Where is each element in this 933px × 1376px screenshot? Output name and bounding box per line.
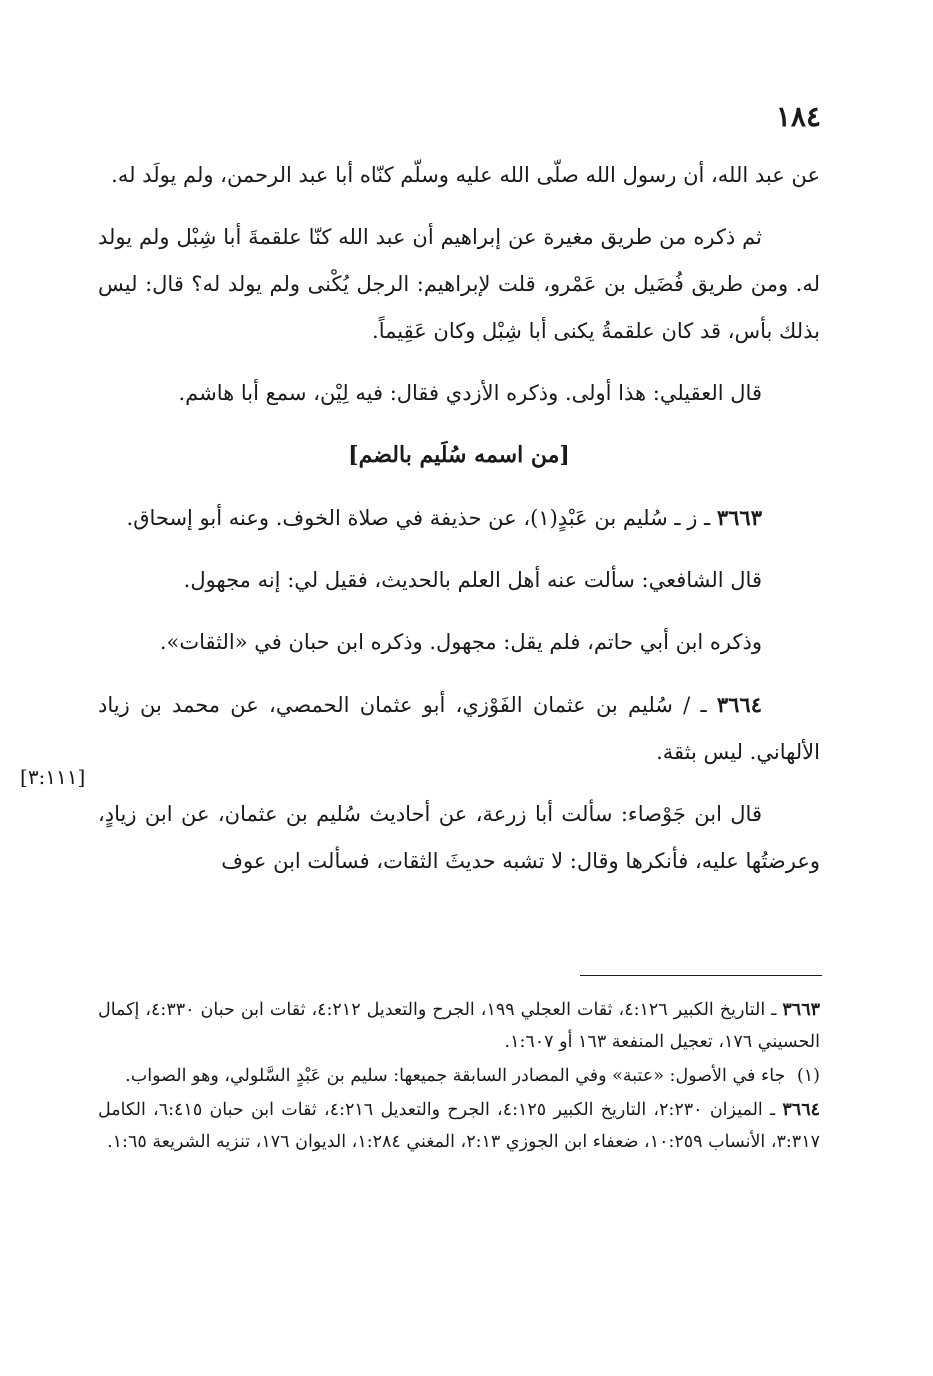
footnote-text: جاء في الأصول: «عتبة» وفي المصادر السابقة جميعها: سليم بن عَبْدٍ السَّلولي، وهو الصواب. <box>125 1066 786 1086</box>
entry-3663 <box>98 494 820 542</box>
footnote-marker: (١) <box>796 1066 820 1086</box>
paragraph-3: قال العقيلي: هذا أولى. وذكره الأزدي فقال: فيه لِيْن، سمع أبا هاشم. <box>178 381 762 405</box>
footnote-text: ـ الميزان ٢:٢٣٠، التاريخ الكبير ٤:١٢٥، الجرح والتعديل ٤:٢١٦، ثقات ابن حبان ٦:٤١٥، الكامل ٣:٣١٧، الأنساب ١٠:٢٥٩، ضعفاء ابن الجوزي ٢:١٣، المغني ١:٢٨٤، الديوان ١٧٦، تنزيه الشريعة ١:٦٥. <box>98 1100 820 1152</box>
page-number: ١٨٤ <box>775 100 821 133</box>
entry-3664 <box>98 681 820 776</box>
footnote-number: ٣٦٦٣ <box>782 1000 820 1020</box>
footnote-number: ٣٦٦٤ <box>782 1100 821 1120</box>
footnotes <box>98 994 820 1160</box>
margin-reference: [٣:١١١] <box>20 765 86 789</box>
footnote-1 <box>98 1060 820 1092</box>
entry-text: ـ ز ـ سُليم بن عَبْدٍ(١)، عن حذيفة في صلاة الخوف. وعنه أبو إسحاق. <box>126 506 711 530</box>
paragraph-abi-hatim: وذكره ابن أبي حاتم، فلم يقل: مجهول. وذكره ابن حبان في «الثقات». <box>159 630 762 654</box>
paragraph-2: ثم ذكره من طريق مغيرة عن إبراهيم أن عبد الله كنّا علقمةَ أبا شِبْل ولم يولد له. ومن طريق فُضَيل بن عَمْرو، قلت لإبراهيم: الرجل يُكْنى ولم يولد له؟ قال: ليس بذلك بأس، قد كان علقمةُ يكنى أبا شِبْل وكان عَقِيماً. <box>98 225 820 343</box>
entry-text: ـ / سُليم بن عثمان الفَوْزي، أبو عثمان الحمصي، عن محمد بن زياد الألهاني. ليس بثقة. <box>98 693 820 764</box>
main-text <box>98 152 820 900</box>
footnote-divider <box>580 975 822 976</box>
paragraph-1: عن عبد الله، أن رسول الله صلّى الله عليه وسلّم كنّاه أبا عبد الرحمن، ولم يولَد له. <box>111 163 820 187</box>
footnote-3663 <box>98 994 820 1058</box>
entry-number: ٣٦٦٤ <box>716 692 762 717</box>
paragraph-shafii: قال الشافعي: سألت عنه أهل العلم بالحديث، فقيل لي: إنه مجهول. <box>183 568 762 592</box>
footnote-3664 <box>98 1094 820 1158</box>
section-heading: [من اسمه سُلَيم بالضم] <box>348 442 570 468</box>
paragraph-jawsa: قال ابن جَوْصاء: سألت أبا زرعة، عن أحاديث سُليم بن عثمان، عن ابن زيادٍ، وعرضتُها عليه، فأنكرها وقال: لا تشبه حديثَ الثقات، فسألت ابن عوف <box>98 802 820 873</box>
entry-number: ٣٦٦٣ <box>716 505 762 530</box>
footnote-text: ـ التاريخ الكبير ٤:١٢٦، ثقات العجلي ١٩٩، الجرح والتعديل ٤:٢١٢، ثقات ابن حبان ٤:٣٣٠، إكمال الحسيني ١٧٦، تعجيل المنفعة ١٦٣ أو ١:٦٠٧. <box>98 1000 820 1052</box>
